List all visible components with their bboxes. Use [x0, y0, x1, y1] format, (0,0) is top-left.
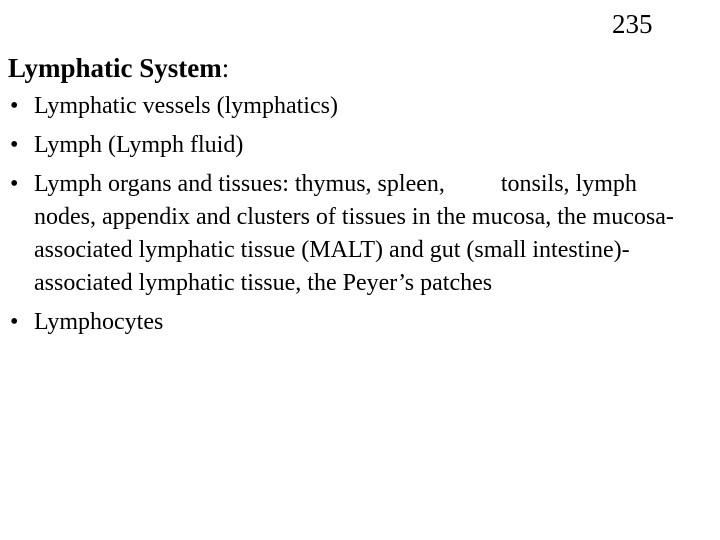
page-number: 235 — [612, 9, 653, 39]
bullet-item-lymphatic-vessels — [0, 90, 700, 123]
bullet-text-part-c: lymph nodes, appendix and clusters of tissues in the mucosa, the mucosa-associated lymphatic tissue (MALT) and gut (small intestine)- associated lymphatic tissue, the Peyer’s patches — [34, 171, 674, 296]
bullet-marker: • — [10, 93, 19, 119]
bullet-text: Lymphocytes — [34, 309, 164, 335]
bullet-text-part-a: Lymph organs and tissues: thymus, spleen, — [34, 171, 445, 197]
bullet-marker: • — [10, 309, 19, 335]
bullet-text: Lymph (Lymph fluid) — [34, 132, 244, 158]
heading-colon: : — [221, 53, 230, 83]
bullet-item-lymph-organs — [0, 168, 700, 300]
bullet-item-lymph — [0, 129, 700, 162]
bullet-list — [0, 90, 700, 345]
bullet-item-lymphocytes — [0, 306, 700, 339]
bullet-marker: • — [10, 171, 19, 197]
bullet-text-part-b: tonsils, — [500, 171, 570, 197]
slide-heading — [8, 50, 229, 86]
heading-title: Lymphatic System — [8, 53, 222, 83]
bullet-text: Lymphatic vessels (lymphatics) — [34, 93, 338, 119]
bullet-marker: • — [10, 132, 19, 158]
